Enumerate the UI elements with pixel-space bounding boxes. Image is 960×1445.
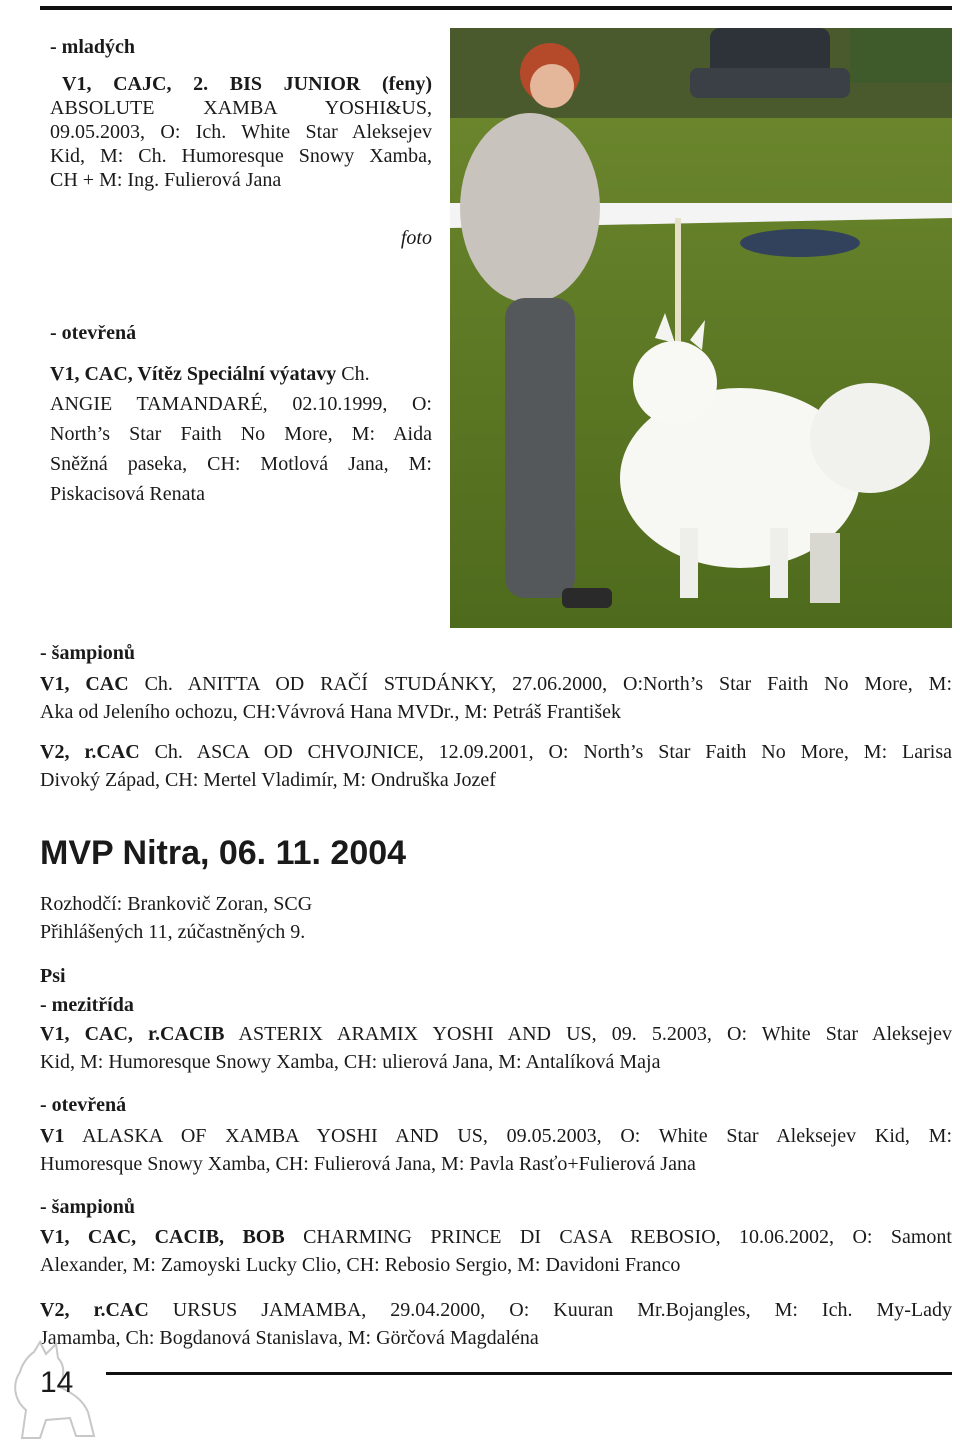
- section-young-header: - mladých: [50, 36, 135, 58]
- award-label: V1, CAC, r.CACIB: [40, 1023, 225, 1045]
- entry-line: Aka od Jeleního ochozu, CH:Vávrová Hana MVDr., M: Petráš František: [40, 701, 621, 723]
- judge-line: Rozhodčí: Brankovič Zoran, SCG: [40, 893, 313, 915]
- intermediate-header: - mezitřída: [40, 994, 134, 1016]
- young-line: CH + M: Ing. Fulierová Jana: [50, 169, 282, 191]
- entry-line: Divoký Západ, CH: Mertel Vladimír, M: Ondruška Jozef: [40, 769, 496, 791]
- entry-line: Alexander, M: Zamoyski Lucky Clio, CH: Rebosio Sergio, M: Davidoni Franco: [40, 1254, 681, 1276]
- entries-line: Přihlášených 11, zúčastněných 9.: [40, 921, 306, 943]
- champions-entry-2: [40, 738, 952, 794]
- award-label: V2, r.CAC: [40, 741, 140, 763]
- photo-caption: foto: [400, 227, 432, 249]
- section-open-header: - otevřená: [50, 322, 137, 344]
- young-line: 09.05.2003, O: Ich. White Star Aleksejev: [50, 121, 432, 143]
- section-champions2-header: - šampionů: [40, 1196, 136, 1218]
- open-entry: [50, 359, 432, 509]
- award-label: V1: [40, 1125, 65, 1147]
- entry-line: V2, r.CAC URSUS JAMAMBA, 29.04.2000, O: Kuuran Mr.Bojangles, M: Ich. My-Lady: [40, 1299, 952, 1321]
- section-champions-header: - šampionů: [40, 642, 136, 664]
- award-label: V1, CAC, CACIB, BOB: [40, 1226, 285, 1248]
- young-line: ABSOLUTE XAMBA YOSHI&US,: [50, 97, 432, 119]
- young-line: Kid, M: Ch. Humoresque Snowy Xamba,: [50, 145, 432, 167]
- open-line: Piskacisová Renata: [50, 483, 205, 505]
- champions-entry-1: [40, 670, 952, 726]
- open-line: North’s Star Faith No More, M: Aida: [50, 423, 432, 445]
- top-rule: [40, 6, 952, 10]
- males-header: Psi: [40, 965, 66, 987]
- samoyed-photo: [450, 28, 952, 628]
- entry-line: V1, CAC, CACIB, BOB CHARMING PRINCE DI CASA REBOSIO, 10.06.2002, O: Samont: [40, 1226, 952, 1248]
- young-award: V1, CAJC, 2. BIS JUNIOR (feny): [62, 73, 432, 95]
- award-label: V1, CAC: [40, 673, 129, 695]
- champions2-entry-2: [40, 1296, 952, 1352]
- show-title: MVP Nitra, 06. 11. 2004: [40, 834, 407, 872]
- open-line: ANGIE TAMANDARÉ, 02.10.1999, O:: [50, 393, 432, 415]
- young-entry: [50, 72, 432, 192]
- footer-rule: [106, 1372, 952, 1375]
- section-open2-header: - otevřená: [40, 1094, 127, 1116]
- open-line: V1, CAC, Vítěz Speciální výatavy Ch.: [50, 363, 370, 385]
- open-award: V1, CAC, Vítěz Speciální výatavy: [50, 363, 337, 385]
- page-number: 14: [40, 1366, 74, 1399]
- entry-line: Humoresque Snowy Xamba, CH: Fulierová Jana, M: Pavla Rasťo+Fulierová Jana: [40, 1153, 696, 1175]
- show-info: [40, 890, 312, 946]
- open-line: Sněžná paseka, CH: Motlová Jana, M:: [50, 453, 432, 475]
- champions2-entry-1: [40, 1223, 952, 1279]
- entry-line: V1, CAC, r.CACIB ASTERIX ARAMIX YOSHI AND US, 09. 5.2003, O: White Star Aleksejev: [40, 1023, 952, 1045]
- award-label: V2, r.CAC: [40, 1299, 149, 1321]
- males-block: [40, 962, 134, 1020]
- entry-line: V1, CAC Ch. ANITTA OD RAČÍ STUDÁNKY, 27.06.2000, O:North’s Star Faith No More, M:: [40, 673, 952, 695]
- entry-line: Jamamba, Ch: Bogdanová Stanislava, M: Görčová Magdaléna: [40, 1327, 539, 1349]
- entry-line: V1 ALASKA OF XAMBA YOSHI AND US, 09.05.2003, O: White Star Aleksejev Kid, M:: [40, 1125, 952, 1147]
- intermediate-entry: [40, 1020, 952, 1076]
- entry-line: Kid, M: Humoresque Snowy Xamba, CH: ulierová Jana, M: Antalíková Maja: [40, 1051, 661, 1073]
- open2-entry: [40, 1122, 952, 1178]
- entry-line: V2, r.CAC Ch. ASCA OD CHVOJNICE, 12.09.2001, O: North’s Star Faith No More, M: Larisa: [40, 741, 952, 763]
